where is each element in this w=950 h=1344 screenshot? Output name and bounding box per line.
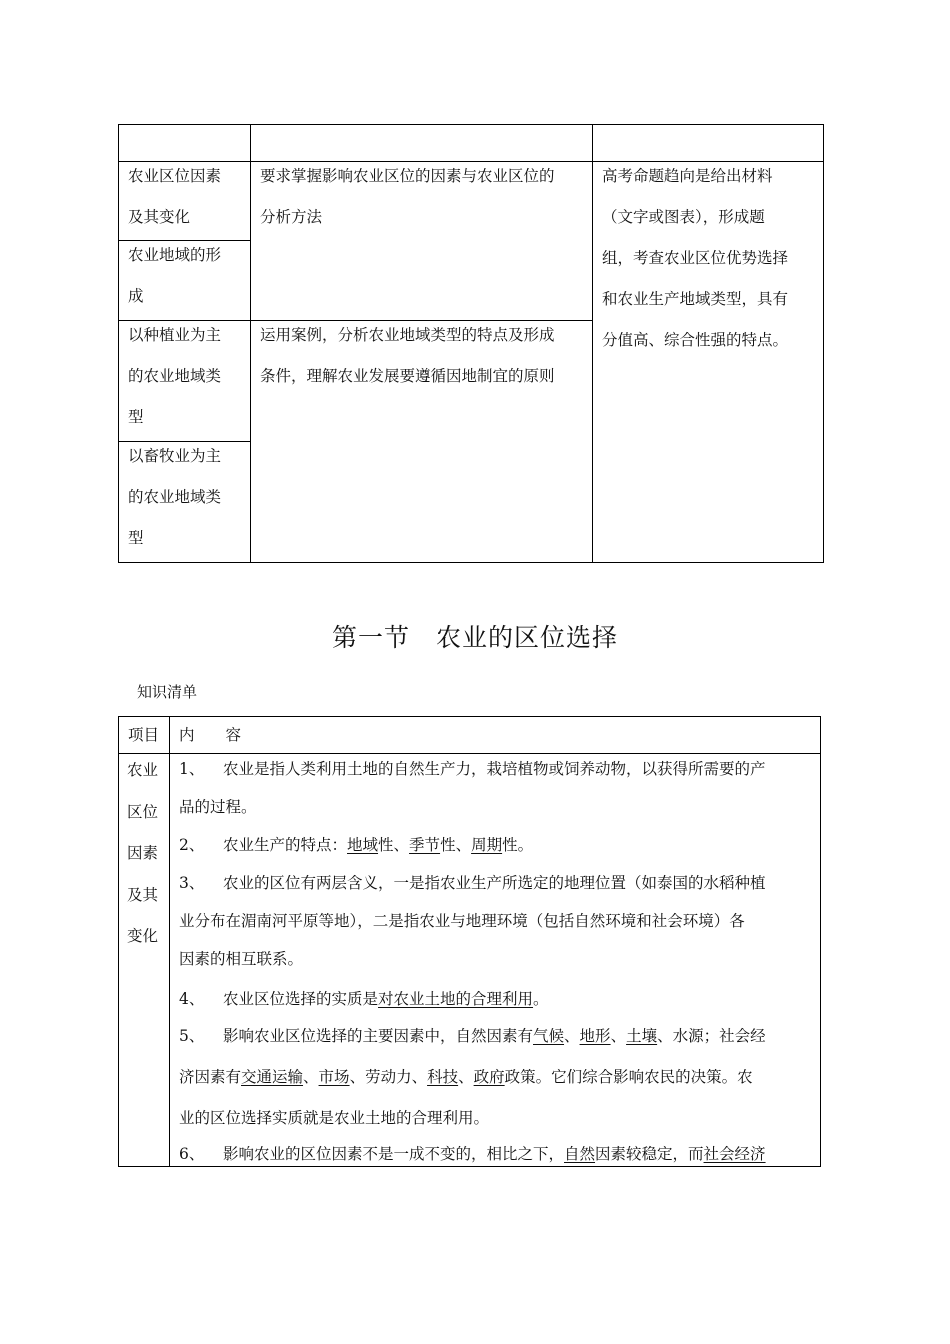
requirement-cell-2: 运用案例，分析农业地域类型的特点及形成 条件，理解农业发展要遵循因地制宜的原则 bbox=[260, 326, 555, 385]
header-content: 内 容 bbox=[179, 726, 242, 744]
exam-trend-cell: 高考命题趋向是给出材料 （文字或图表），形成题 组，考查农业区位优势选择 和农业生产地域类型，具有 分值高、综合性强的特点。 bbox=[602, 167, 789, 349]
point-1: 1、 农业是指人类利用土地的自然生产力，栽培植物或饲养动物，以获得所需要的产 品的过程。 bbox=[179, 760, 766, 816]
point-5: 5、 影响农业区位选择的主要因素中，自然因素有气候、地形、土壤、水源；社会经 济因素有交通运输、市场、劳动力、科技、政府政策。它们综合影响农民的决策。农 业的区位选择实质就是农业土地的合理利用。 bbox=[179, 1027, 766, 1127]
topic-cell-1: 农业区位因素 及其变化 bbox=[128, 167, 222, 226]
point-3: 3、 农业的区位有两层含义，一是指农业生产所选定的地理位置（如泰国的水稻种植 业分布在湄南河平原等地），二是指农业与地理环境（包括自然环境和社会环境）各 因素的相互联系。 bbox=[179, 874, 766, 968]
point-4: 4、 农业区位选择的实质是对农业土地的合理利用。 bbox=[179, 990, 549, 1008]
point-2: 2、 农业生产的特点：地域性、季节性、周期性。 bbox=[179, 836, 534, 854]
topic-cell-4: 以畜牧业为主 的农业地域类 型 bbox=[128, 447, 222, 547]
header-item: 项目 bbox=[128, 726, 160, 744]
point-6: 6、 影响农业的区位因素不是一成不变的，相比之下，自然因素较稳定，而社会经济 bbox=[179, 1145, 766, 1163]
item-label: 农业 区位 因素 及其 变化 bbox=[127, 761, 159, 945]
section-title: 第一节 农业的区位选择 bbox=[331, 623, 618, 652]
knowledge-list-label: 知识清单 bbox=[137, 683, 198, 701]
topic-cell-2: 农业地域的形 成 bbox=[128, 246, 222, 305]
requirement-cell-1: 要求掌握影响农业区位的因素与农业区位的 分析方法 bbox=[260, 167, 555, 226]
topic-cell-3: 以种植业为主 的农业地域类 型 bbox=[128, 326, 222, 426]
